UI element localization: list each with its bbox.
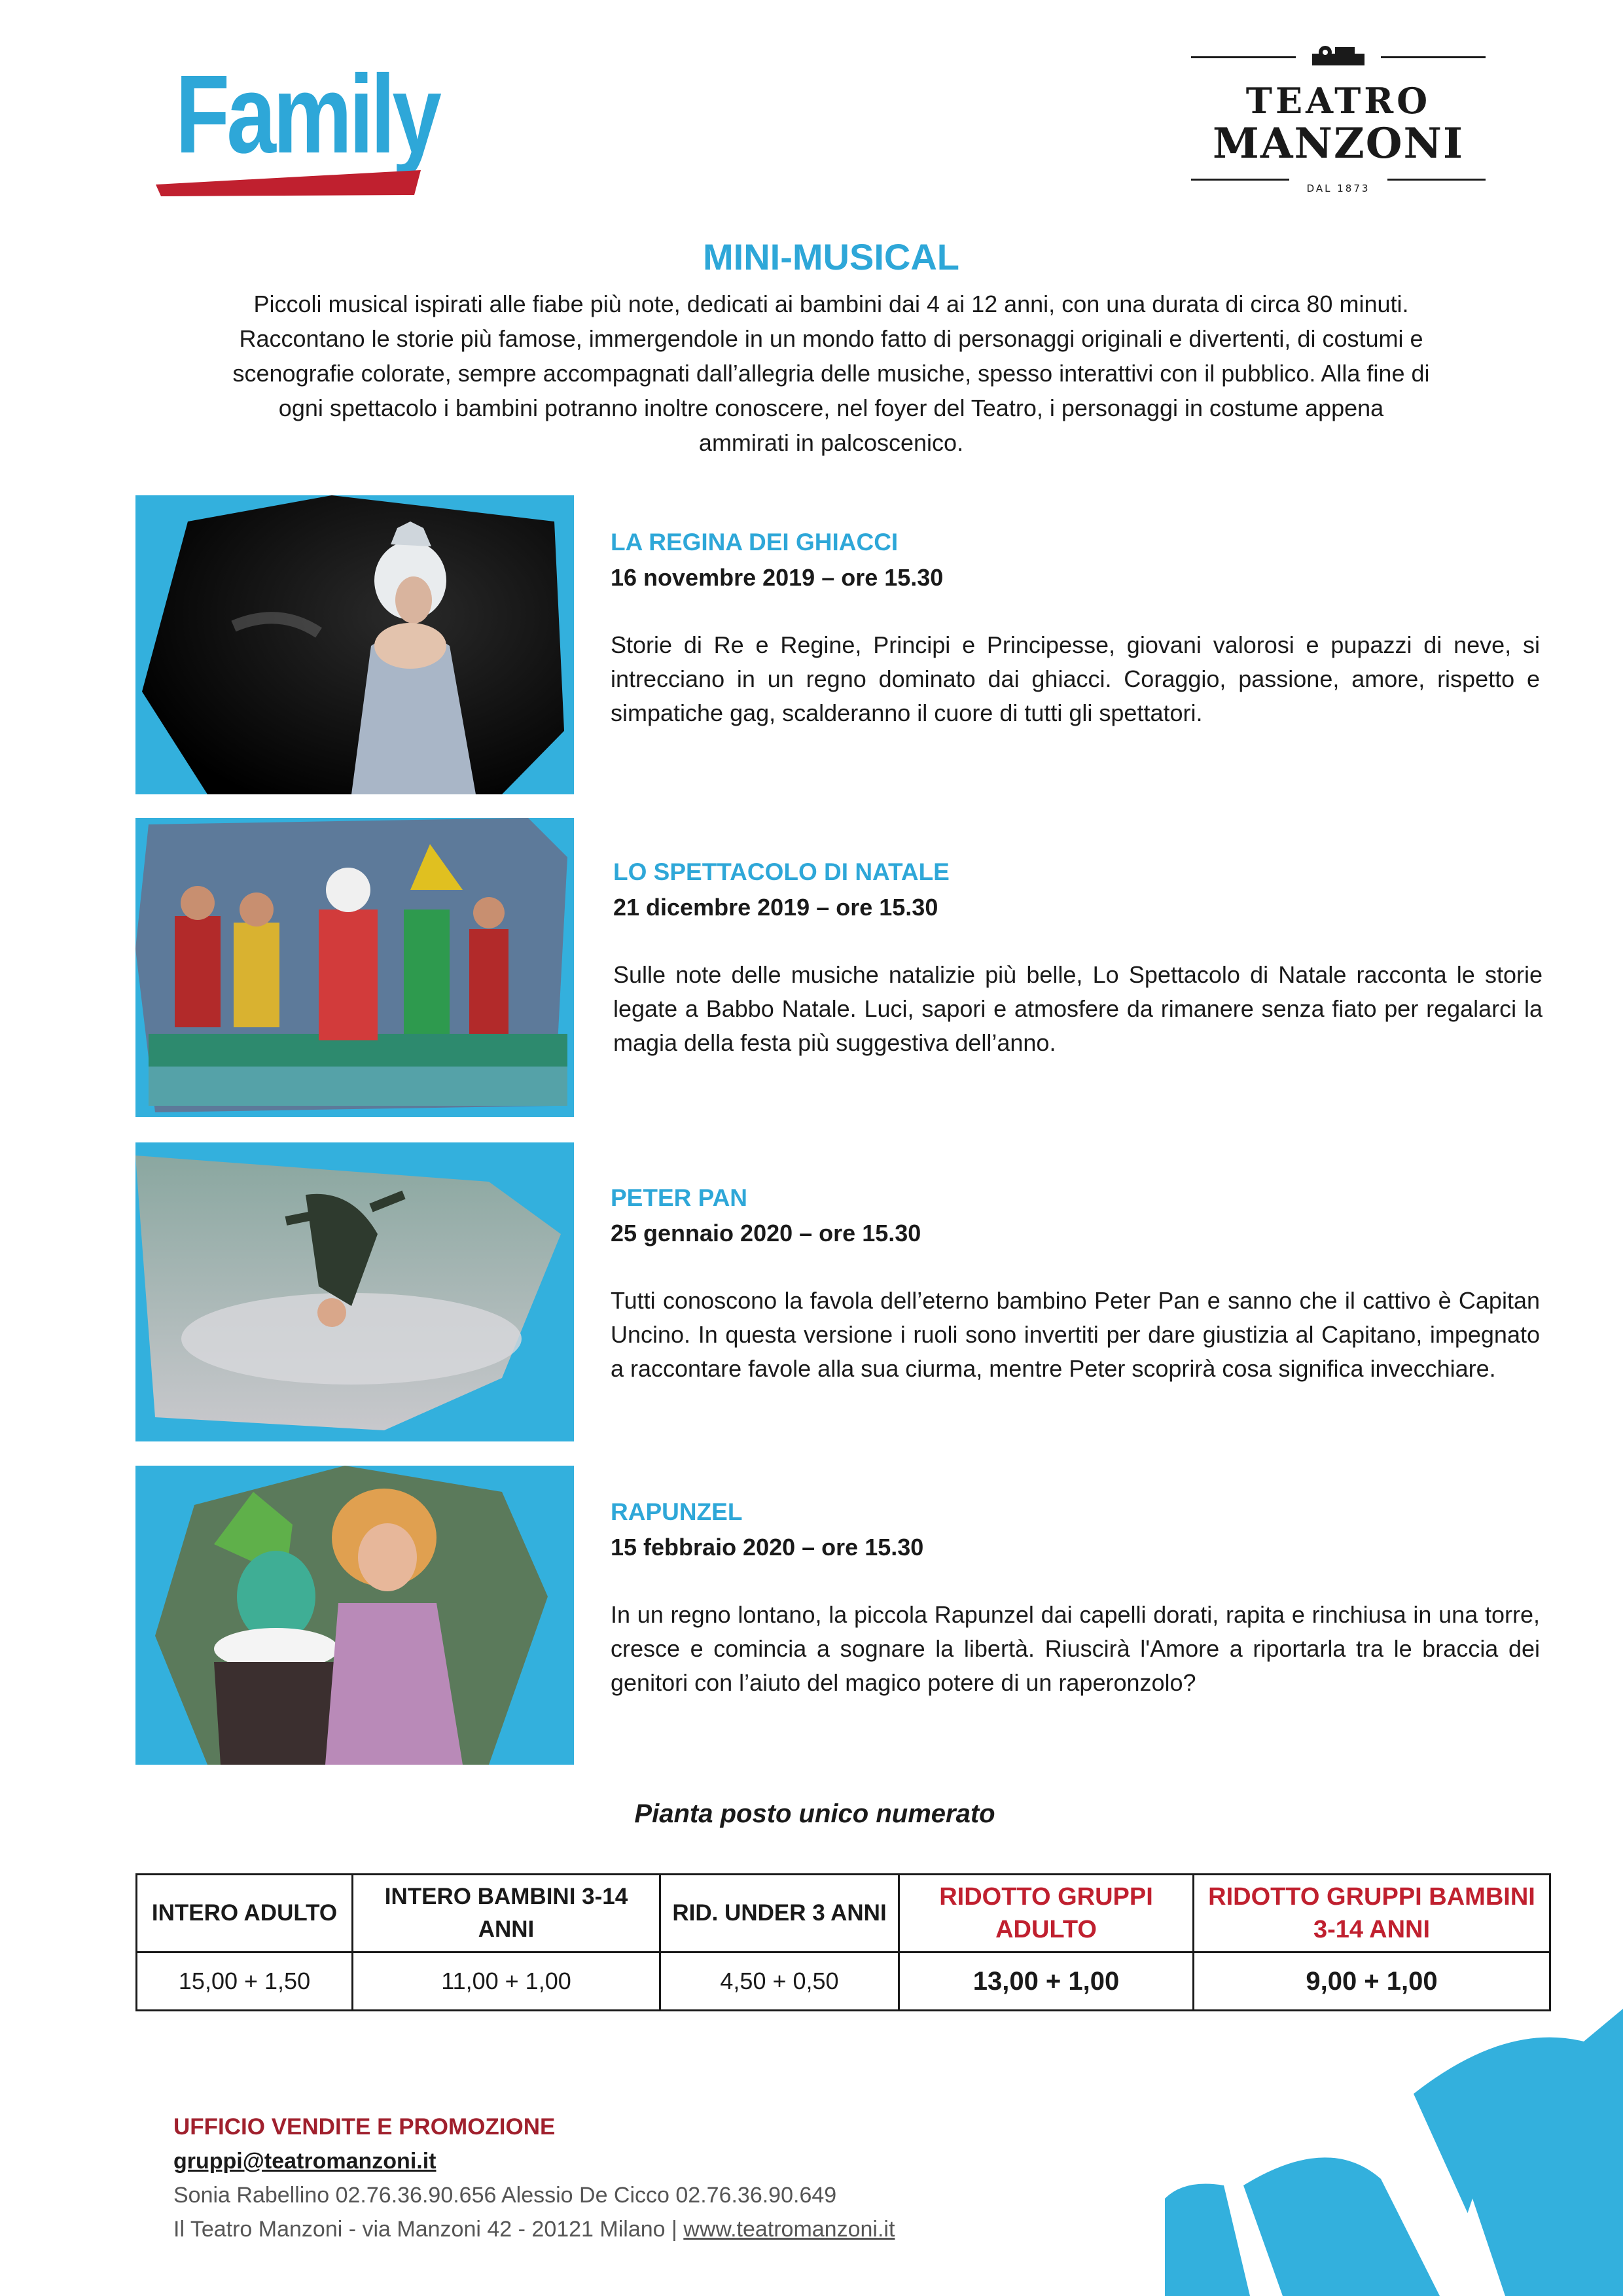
footer-contacts: Sonia Rabellino 02.76.36.90.656 Alessio De Cicco 02.76.36.90.649 [173, 2183, 837, 2208]
show-date: 25 gennaio 2020 – ore 15.30 [611, 1220, 921, 1246]
intro-line: Raccontano le storie più famose, immergendole in un mondo fatto di personaggi originali e divertenti, di costumi e [239, 325, 1423, 352]
show-description: Sulle note delle musiche natalizie più belle, Lo Spettacolo di Natale racconta le storie legate a Babbo Natale. Luci, sapori e atmosfere da rimanere senza fiato per regalarci la magia della festa più suggestiva dell’anno. [613, 961, 1543, 1056]
intro-line: scenografie colorate, sempre accompagnati dall’allegria delle musiche, spesso interattivi con il pubblico. Alla fine di [232, 360, 1430, 387]
price-header: INTERO BAMBINI 3-14 ANNI [353, 1875, 660, 1952]
section-title: MINI-MUSICAL [703, 236, 959, 277]
show-date: 21 dicembre 2019 – ore 15.30 [613, 894, 938, 921]
price-value: 15,00 + 1,50 [137, 1952, 353, 2011]
show-photo-regina-ghiacci [135, 495, 574, 794]
price-header: RIDOTTO GRUPPI BAMBINI 3-14 ANNI [1194, 1875, 1550, 1952]
logo-rule-right [1381, 56, 1486, 58]
footer-email-link[interactable]: gruppi@teatromanzoni.it [173, 2149, 437, 2174]
footer-office: UFFICIO VENDITE E PROMOZIONE [173, 2114, 556, 2140]
price-value: 11,00 + 1,00 [353, 1952, 660, 2011]
manzoni-m-graphic [1165, 1983, 1623, 2296]
logo-teatro: TEATRO [1245, 80, 1431, 122]
family-logo-underline [156, 170, 421, 196]
show-photo-rapunzel [135, 1466, 574, 1765]
intro-line: Piccoli musical ispirati alle fiabe più note, dedicati ai bambini dai 4 ai 12 anni, con una durata di circa 80 minuti. [253, 291, 1409, 317]
show-description: Storie di Re e Regine, Principi e Principesse, giovani valorosi e pupazzi di neve, si intrecciano in un regno dominato dai ghiacci. Coraggio, passione, amore, rispetto e simpatiche gag, scalderanno il cuore di tutti gli spettatori. [611, 631, 1540, 726]
price-value: 9,00 + 1,00 [1194, 1952, 1550, 2011]
show-title: LA REGINA DEI GHIACCI [611, 529, 899, 556]
price-header: RIDOTTO GRUPPI ADULTO [899, 1875, 1194, 1952]
show-description: In un regno lontano, la piccola Rapunzel dai capelli dorati, rapita e rinchiusa in una torre, cresce e comincia a sognare la libertà. Riuscirà l'Amore a riportarla tra le braccia dei genitori con l’aiuto del magico potere di un raperonzolo? [611, 1601, 1540, 1696]
price-table-header-row [137, 1875, 1550, 1952]
show-date: 15 febbraio 2020 – ore 15.30 [611, 1534, 924, 1561]
family-logo [156, 52, 439, 196]
theatre-building-icon [1309, 44, 1368, 68]
show-title: PETER PAN [611, 1184, 748, 1211]
show-title: LO SPETTACOLO DI NATALE [613, 858, 950, 885]
price-header: INTERO ADULTO [137, 1875, 353, 1952]
teatro-manzoni-logo [1191, 39, 1486, 194]
footer-website-link[interactable]: www.teatromanzoni.it [683, 2217, 895, 2242]
intro-line: ogni spettacolo i bambini potranno inoltre conoscere, nel foyer del Teatro, i personaggi in costume appena [278, 395, 1384, 421]
show-date: 16 novembre 2019 – ore 15.30 [611, 564, 944, 591]
logo-since: DAL 1873 [1306, 183, 1370, 194]
family-logo-text: Family [175, 52, 439, 177]
price-header: RID. UNDER 3 ANNI [660, 1875, 899, 1952]
footer-address: Il Teatro Manzoni - via Manzoni 42 - 20121 Milano | [173, 2217, 684, 2242]
logo-manzoni: MANZONI [1213, 119, 1464, 168]
logo-rule-left [1191, 56, 1296, 58]
intro-line: ammirati in palcoscenico. [698, 429, 964, 456]
price-caption: Pianta posto unico numerato [634, 1799, 995, 1828]
show-photo-peter-pan [135, 1142, 574, 1441]
show-description: Tutti conoscono la favola dell’eterno bambino Peter Pan e sanno che il cattivo è Capitan Uncino. In questa versione i ruoli sono invertiti per dare giustizia al Capitano, impegnato a raccontare favole alla sua ciurma, mentre Peter scoprirà cosa significa invecchiare. [611, 1287, 1540, 1382]
show-title: RAPUNZEL [611, 1498, 743, 1525]
show-photo-spettacolo-natale [135, 818, 574, 1117]
section-intro [131, 287, 1531, 460]
footer [173, 2110, 895, 2246]
price-value: 13,00 + 1,00 [899, 1952, 1194, 2011]
price-value: 4,50 + 0,50 [660, 1952, 899, 2011]
logo-rule-bottom-left [1191, 179, 1289, 181]
logo-rule-bottom-right [1387, 179, 1486, 181]
